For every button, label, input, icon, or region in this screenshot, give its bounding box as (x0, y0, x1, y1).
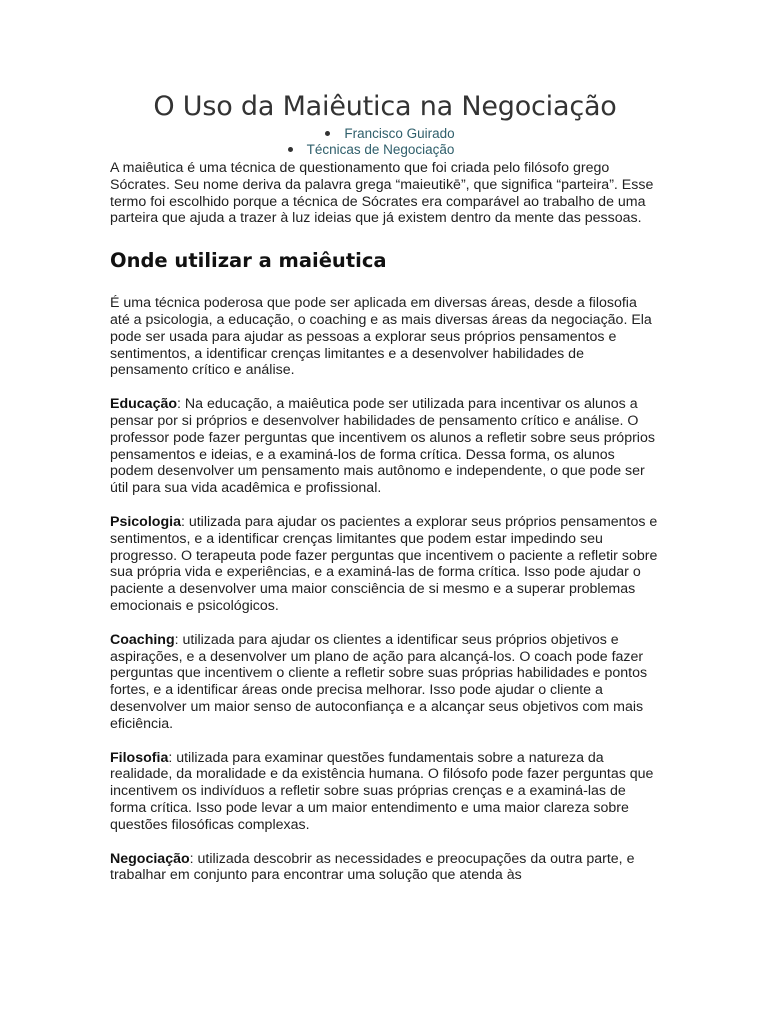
area-paragraph-psicologia (110, 514, 660, 615)
area-paragraph-filosofia (110, 750, 660, 834)
area-paragraph-educacao (110, 396, 660, 497)
section-heading: Onde utilizar a maiêutica (110, 249, 387, 273)
area-term: Psicologia (110, 513, 181, 530)
area-text: : utilizada para examinar questões fundamentais sobre a natureza da realidade, da moralidade e da existência humana. O filósofo pode fazer perguntas que incentivem os indivíduos a refletir sobre suas próprias crenças e a examiná-las de forma crítica. Isso pode levar a um maior entendimento e uma maior clareza sobre questões filosóficas complexas. (110, 749, 654, 833)
category-link[interactable]: Técnicas de Negociação (306, 142, 455, 157)
bullet-icon (325, 131, 330, 136)
author-link-item[interactable] (120, 126, 660, 142)
area-paragraph-negociacao (110, 851, 660, 885)
area-term: Filosofia (110, 749, 169, 766)
area-text: : Na educação, a maiêutica pode ser utilizada para incentivar os alunos a pensar por si próprios e desenvolver habilidades de pensamento crítico e análise. O professor pode fazer perguntas que incentivem os alunos a refletir sobre seus próprios pensamentos e ideias, e a examiná-los de forma crítica. Dessa forma, os alunos podem desenvolver um pensamento mais autônomo e independente, o que pode ser útil para sua vida acadêmica e profissional. (110, 396, 655, 497)
section-intro-paragraph: É uma técnica poderosa que pode ser aplicada em diversas áreas, desde a filosofia até a psicologia, a educação, o coaching e as mais diversas áreas da negociação. Ela pode ser usada para ajudar as pessoas a explorar seus próprios pensamentos e sentimentos, a identificar crenças limitantes e a desenvolver habilidades de pensamento crítico e análise. (110, 295, 652, 379)
area-text: : utilizada descobrir as necessidades e preocupações da outra parte, e trabalhar em conjunto para encontrar uma solução que atenda às (110, 850, 635, 884)
area-term: Coaching (110, 631, 175, 648)
area-term: Educação (110, 396, 178, 413)
article-meta-list (110, 126, 660, 158)
document-page (110, 88, 660, 884)
area-term: Negociação (110, 850, 190, 867)
area-text: : utilizada para ajudar os pacientes a explorar seus próprios pensamentos e sentimentos, e a identificar crenças limitantes que podem estar impedindo seu progresso. O terapeuta pode fazer perguntas que incentivem o paciente a refletir sobre sua própria vida e experiências, e a examiná-las de forma crítica. Isso pode ajudar o paciente a desenvolver uma maior consciência de si mesmo e a superar problemas emocionais e psicológicos. (110, 513, 658, 614)
intro-paragraph: A maiêutica é uma técnica de questionamento que foi criada pelo filósofo grego Sócrates. Seu nome deriva da palavra grega “maieutikē”, que significa “parteira”. Esse termo foi escolhido porque a técnica de Sócrates era comparável ao trabalho de uma parteira que ajuda a trazer à luz ideias que já existem dentro da mente das pessoas. (110, 160, 654, 227)
article-title: O Uso da Maiêutica na Negociação (153, 91, 617, 122)
area-text: : utilizada para ajudar os clientes a identificar seus próprios objetivos e aspirações, e a desenvolver um plano de ação para alcançá-los. O coach pode fazer perguntas que incentivem o cliente a refletir sobre suas próprias habilidades e pontos fortes, e a identificar áreas onde precisa melhorar. Isso pode ajudar o cliente a desenvolver um maior senso de autoconfiança e a alcançar seus objetivos com mais eficiência. (110, 631, 648, 732)
bullet-icon (288, 147, 293, 152)
area-paragraph-coaching (110, 632, 660, 733)
author-link[interactable]: Francisco Guirado (344, 126, 455, 141)
category-link-item[interactable] (82, 142, 660, 158)
